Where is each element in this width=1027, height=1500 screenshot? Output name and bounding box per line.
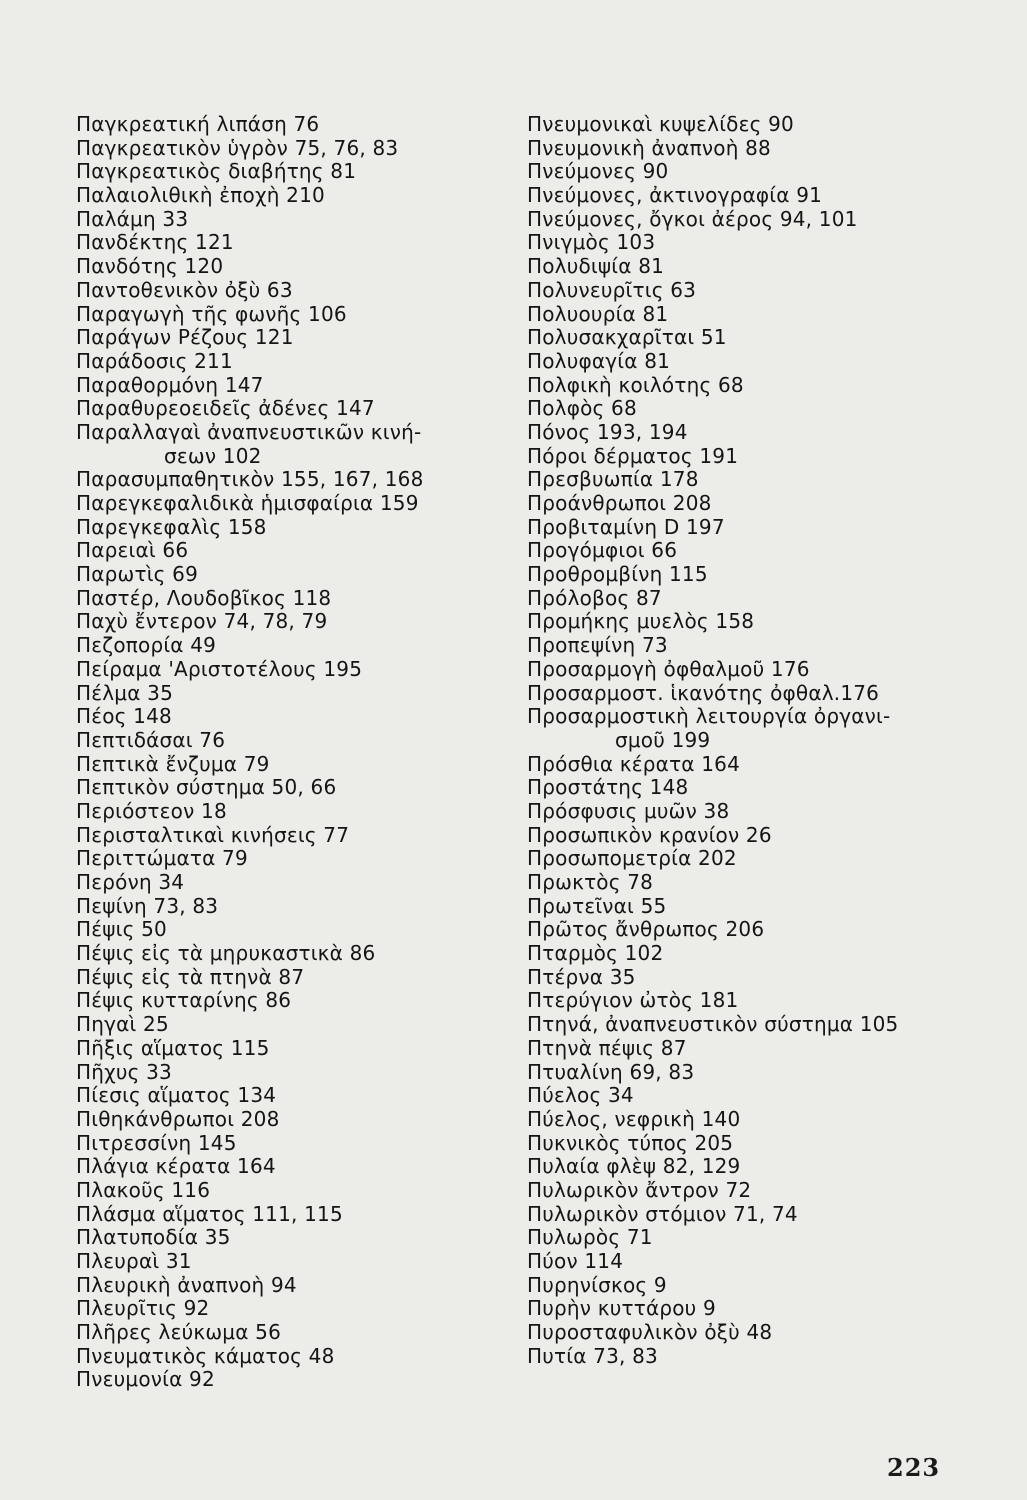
index-entry: Πέψις κυτταρίνης 86 xyxy=(76,988,292,1013)
index-entry: Πνεύμονες 90 xyxy=(527,159,669,184)
index-entry: Πνεύμονες, ὄγκοι ἀέρος 94, 101 xyxy=(527,206,858,231)
index-entry: Πέψις εἰς τὰ μηρυκαστικὰ 86 xyxy=(76,941,376,966)
index-entry: Πεζοπορία 49 xyxy=(76,633,217,658)
index-column-right xyxy=(527,113,942,1368)
index-entry: Πηγαὶ 25 xyxy=(76,1012,169,1037)
index-entry: Πλευρικὴ ἀναπνοὴ 94 xyxy=(76,1272,297,1297)
index-entry: Παλάμη 33 xyxy=(76,206,189,231)
index-entry: Περιττώματα 79 xyxy=(76,846,248,871)
index-entry: Πτερύγιον ὠτὸς 181 xyxy=(527,988,739,1013)
index-entry: Πυτία 73, 83 xyxy=(527,1343,658,1368)
index-entry: Πλατυποδία 35 xyxy=(76,1225,231,1250)
index-entry: Προστάτης 148 xyxy=(527,775,689,800)
index-entry: Πεπτικὰ ἔνζυμα 79 xyxy=(76,751,270,776)
index-entry: Περόνη 34 xyxy=(76,870,185,894)
index-entry: Πιθηκάνθρωποι 208 xyxy=(76,1106,280,1131)
index-entry: Πολυδιψία 81 xyxy=(527,254,665,279)
index-entry: Πρῶτος ἄνθρωπος 206 xyxy=(527,917,765,942)
index-entry: Παραλλαγαὶ ἀναπνευστικῶν κινή- xyxy=(76,419,422,444)
index-entry: Πεψίνη 73, 83 xyxy=(76,893,219,918)
index-entry: Προάνθρωποι 208 xyxy=(527,491,712,515)
index-entry: Πτυαλίνη 69, 83 xyxy=(527,1059,695,1084)
index-entry: Πέλμα 35 xyxy=(76,680,174,705)
index-entry: Προσαρμοστικὴ λειτουργία ὀργανι- xyxy=(527,704,891,729)
index-entry: Πνευμονικαὶ κυψελίδες 90 xyxy=(527,112,794,136)
index-column-left xyxy=(76,113,471,1392)
index-entry: Παρειαὶ 66 xyxy=(76,538,189,563)
index-entry: Πτηνά, ἀναπνευστικὸν σύστημα 105 xyxy=(527,1012,899,1037)
index-entry: Πυρηνίσκος 9 xyxy=(527,1272,667,1297)
index-entry: Πόροι δέρματος 191 xyxy=(527,443,739,468)
index-entry: Πύελος 34 xyxy=(527,1083,634,1108)
index-entry: Πολφὸς 68 xyxy=(527,396,637,421)
index-entry: Παλαιολιθικὴ ἐποχὴ 210 xyxy=(76,183,325,208)
index-entry: Προμήκης μυελὸς 158 xyxy=(527,609,755,634)
index-entry: Πυλωρικὸν στόμιον 71, 74 xyxy=(527,1201,798,1226)
index-entry: Πρόλοβος 87 xyxy=(527,585,662,610)
index-entry: Παράγων Ρέζους 121 xyxy=(76,325,294,350)
index-entry: Πιτρεσσίνη 145 xyxy=(76,1130,237,1155)
index-entry: Πυλαία φλὲψ 82, 129 xyxy=(527,1154,741,1179)
index-entry: Πρόσθια κέρατα 164 xyxy=(527,751,741,776)
index-entry: Προσωπομετρία 202 xyxy=(527,846,737,871)
index-entry: Πυλωρὸς 71 xyxy=(527,1225,653,1250)
index-entry: Πέψις 50 xyxy=(76,917,167,942)
index-entry: Πλευραὶ 31 xyxy=(76,1249,192,1273)
index-entry: Πύελος, νεφρικὴ 140 xyxy=(527,1106,741,1131)
index-entry: Παρωτὶς 69 xyxy=(76,562,199,587)
index-entry: Πλῆρες λεύκωμα 56 xyxy=(76,1320,282,1345)
index-entry: Προβιταμίνη D 197 xyxy=(527,514,725,539)
index-entry: Πρόσφυσις μυῶν 38 xyxy=(527,798,730,823)
index-entry: Περισταλτικαὶ κινήσεις 77 xyxy=(76,822,350,847)
index-entry: Πνευματικὸς κάματος 48 xyxy=(76,1343,335,1368)
index-entry: Πανδέκτης 121 xyxy=(76,230,234,255)
index-entry: σμοῦ 199 xyxy=(615,727,711,752)
index-entry: Πνευμονικὴ ἀναπνοὴ 88 xyxy=(527,135,771,160)
index-entry: Πανδότης 120 xyxy=(76,254,224,279)
index-entry: Πτηνὰ πέψις 87 xyxy=(527,1035,687,1060)
index-entry: σεων 102 xyxy=(164,443,262,468)
index-entry: Πεπτιδάσαι 76 xyxy=(76,727,226,752)
index-entry: Παρεγκεφαλιδικὰ ἡμισφαίρια 159 xyxy=(76,491,419,515)
index-entry: Πείραμα 'Αριστοτέλους 195 xyxy=(76,656,363,681)
index-entry: Προσαρμοστ. ἱκανότης ὀφθαλ.176 xyxy=(527,680,880,705)
index-entry: Πυλωρικὸν ἄντρον 72 xyxy=(527,1177,752,1202)
index-entry: Πλάγια κέρατα 164 xyxy=(76,1154,276,1179)
index-entry: Πνεύμονες, ἀκτινογραφία 91 xyxy=(527,183,823,208)
index-entry: Πολυουρία 81 xyxy=(527,301,669,326)
index-entry: Παράδοσις 211 xyxy=(76,348,233,373)
index-entry: Παντοθενικὸν ὀξὺ 63 xyxy=(76,277,293,302)
index-entry: Πρωτεῖναι 55 xyxy=(527,893,667,918)
index-entry: Πτέρνα 35 xyxy=(527,964,636,989)
index-entry: Παρεγκεφαλὶς 158 xyxy=(76,514,267,539)
index-entry: Πόνος 193, 194 xyxy=(527,419,688,444)
index-entry: Παραθυρεοειδεῖς ἀδένες 147 xyxy=(76,396,375,421)
index-entry: Προθρομβίνη 115 xyxy=(527,562,708,587)
index-entry: Πλακοῦς 116 xyxy=(76,1177,211,1202)
index-entry: Πνιγμὸς 103 xyxy=(527,230,656,255)
index-entry: Πλευρῖτις 92 xyxy=(76,1296,210,1321)
index-entry: Παστέρ, Λουδοβῖκος 118 xyxy=(76,585,332,610)
index-entry: Πυρὴν κυττάρου 9 xyxy=(527,1296,716,1321)
index-entry: Πεπτικὸν σύστημα 50, 66 xyxy=(76,775,337,800)
index-entry: Πυροσταφυλικὸν ὀξὺ 48 xyxy=(527,1320,773,1345)
index-entry: Πλάσμα αἵματος 111, 115 xyxy=(76,1201,343,1226)
index-entry: Πρεσβυωπία 178 xyxy=(527,467,699,492)
index-entry: Πῆξις αἵματος 115 xyxy=(76,1035,270,1060)
index-entry: Παρασυμπαθητικὸν 155, 167, 168 xyxy=(76,467,424,492)
index-entry: Πύον 114 xyxy=(527,1249,624,1273)
index-entry: Πνευμονία 92 xyxy=(76,1367,215,1392)
index-entry: Προσωπικὸν κρανίον 26 xyxy=(527,822,772,847)
index-entry: Πίεσις αἵματος 134 xyxy=(76,1083,277,1108)
index-entry: Παχὺ ἔντερον 74, 78, 79 xyxy=(76,609,328,634)
index-entry: Πολφικὴ κοιλότης 68 xyxy=(527,372,744,397)
index-entry: Πολυφαγία 81 xyxy=(527,348,671,373)
index-entry: Προπεψίνη 73 xyxy=(527,633,668,658)
index-entry: Παγκρεατική λιπάση 76 xyxy=(76,112,320,136)
index-entry: Πολυσακχαρῖται 51 xyxy=(527,325,727,350)
index-entry: Προγόμφιοι 66 xyxy=(527,538,678,563)
index-entry: Πέος 148 xyxy=(76,704,172,729)
index-entry: Παγκρεατικὸς διαβήτης 81 xyxy=(76,159,357,184)
index-entry: Πολυνευρῖτις 63 xyxy=(527,277,697,302)
index-entry: Περιόστεον 18 xyxy=(76,798,227,823)
index-entry: Προσαρμογὴ ὀφθαλμοῦ 176 xyxy=(527,656,810,681)
index-entry: Πέψις εἰς τὰ πτηνὰ 87 xyxy=(76,964,305,989)
index-entry: Παγκρεατικὸν ὑγρὸν 75, 76, 83 xyxy=(76,135,399,160)
index-entry: Παραθορμόνη 147 xyxy=(76,372,264,397)
page-number: 223 xyxy=(887,1453,941,1482)
index-entry: Πυκνικὸς τύπος 205 xyxy=(527,1130,734,1155)
index-entry: Πταρμὸς 102 xyxy=(527,941,664,966)
index-entry: Πῆχυς 33 xyxy=(76,1059,172,1084)
index-entry: Πρωκτὸς 78 xyxy=(527,870,654,894)
index-entry: Παραγωγὴ τῆς φωνῆς 106 xyxy=(76,301,347,326)
